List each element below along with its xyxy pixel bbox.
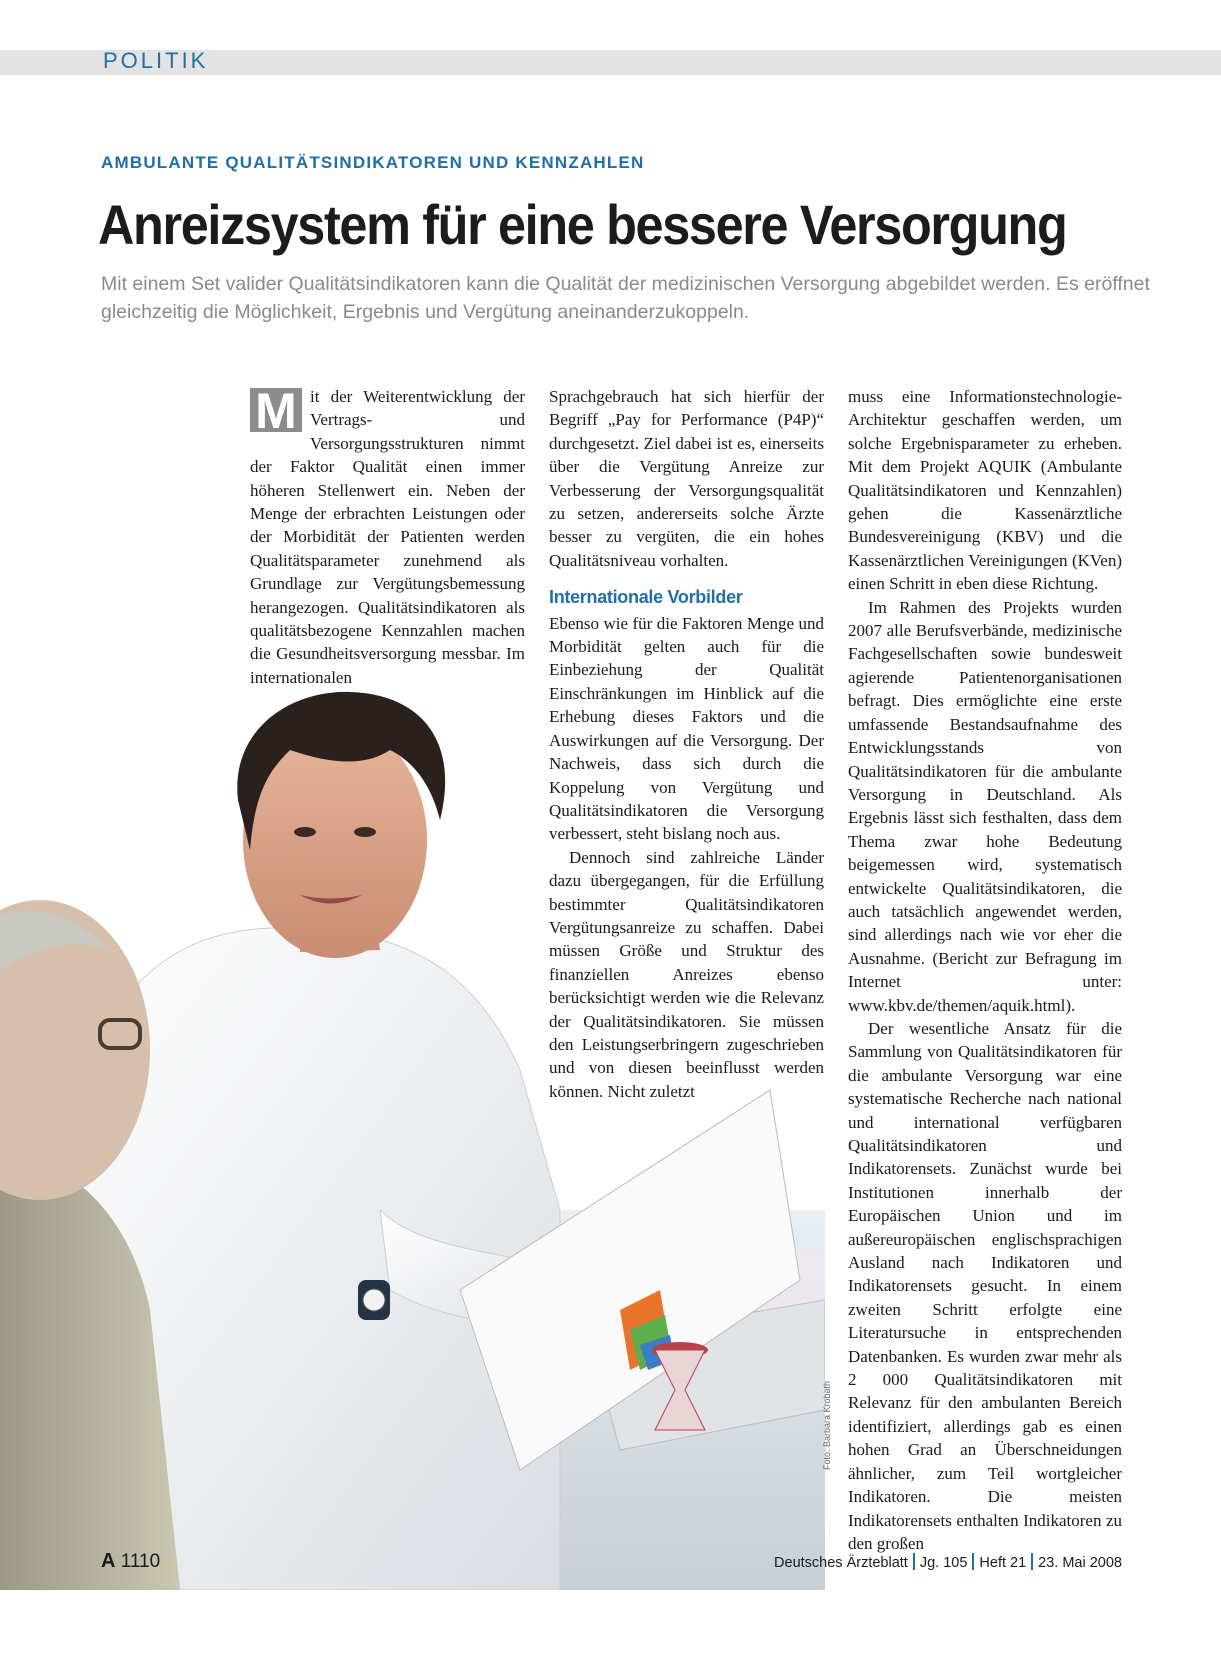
separator	[913, 1553, 915, 1570]
page-number	[101, 1550, 160, 1573]
photo-credit: Foto: Barbara Krobath	[822, 1380, 832, 1470]
page-prefix: A	[101, 1550, 116, 1572]
drop-cap: M	[250, 388, 302, 432]
footer-citation	[774, 1553, 1122, 1571]
article-headline: Anreizsystem für eine bessere Versorgung	[98, 193, 1067, 256]
journal-name: Deutsches Ärzteblatt	[774, 1555, 908, 1571]
article-lead: Mit einem Set valider Qualitätsindikatoren kann die Qualität der medizinischen Versorgung abgebildet werden. Es eröffnet gleichzeitig die Möglichkeit, Ergebnis und Vergütung aneinanderzukoppeln.	[101, 273, 1150, 323]
page-number-value: 1110	[120, 1551, 161, 1572]
volume: Jg. 105	[919, 1555, 968, 1571]
paragraph	[250, 385, 525, 689]
subheading: Internationale Vorbilder	[549, 587, 743, 608]
text-column-2	[549, 385, 824, 1103]
text-column-3	[848, 385, 1122, 1555]
paragraph: Der wesentliche Ansatz für die Sammlung von Qualitätsindikatoren für die ambulante Versorgung war eine systematische Recherche nach national und international verfügbaren Qualitätsindikatoren und Indikatorensets. Zunächst wurde bei Institutionen innerhalb der Europäischen Union und im außereuropäischen englischsprachigen Ausland nach Indikatoren und Indikatorensets gesucht. In einem zweiten Schritt erfolgte eine Literatursuche in entsprechenden Datenbanken. Es wurden zwar mehr als 2 000 Qualitätsindikatoren mit Relevanz für den ambulanten Bereich identifiziert, allerdings gab es einen hohen Grad an Überschneidungen ähnlicher, zum Teil wortgleicher Indikatoren. Die meisten Indikatorensets enthalten Indikatoren zu den großen	[848, 1018, 1122, 1553]
article-kicker: AMBULANTE QUALITÄTSINDIKATOREN UND KENNZAHLEN	[101, 153, 645, 172]
issue-date: 23. Mai 2008	[1038, 1555, 1122, 1571]
paragraph: Ebenso wie für die Faktoren Menge und Morbidität gelten auch für die Einbeziehung der Qualität Einschränkungen im Hinblick auf die Erhebung dieses Faktors und die Auswirkungen auf die Versorgung. Der Nachweis, dass sich durch die Koppelung von Vergütung und Qualitätsindikatoren die Versorgung verbessert, steht bislang noch aus.	[549, 613, 824, 844]
issue: Heft 21	[979, 1555, 1027, 1571]
separator	[972, 1553, 974, 1570]
paragraph: muss eine Informationstechnologie-Architektur geschaffen werden, um solche Ergebnisparameter zu erheben. Mit dem Projekt AQUIK (Ambulante Qualitätsindikatoren und Kennzahlen) gehen die Kassenärztliche Bundesvereinigung (KBV) und die Kassenärztlichen Vereinigungen (KVen) einen Schritt in eben diese Richtung.	[848, 387, 1122, 594]
separator	[1031, 1553, 1033, 1570]
paragraph: Im Rahmen des Projekts wurden 2007 alle Berufsverbände, medizinische Fachgesellschaften sowie bundesweit agierende Patientenorganisationen befragt. Dies ermöglichte eine erste umfassende Bestandsaufnahme des Entwicklungsstands von Qualitätsindikatoren für die ambulante Versorgung in Deutschland. Als Ergebnis lässt sich festhalten, dass dem Thema zwar hohe Bedeutung beigemessen wird, systematisch entwickelte Qualitätsindikatoren, die auch tatsächlich angewendet werden, sind allerdings nach wie vor eher die Ausnahme. (Bericht zur Befragung im Internet unter: www.kbv.de/themen/aquik.html).	[848, 597, 1122, 1015]
section-label: POLITIK	[103, 48, 209, 73]
paragraph-text: it der Weiterentwicklung der Vertrags- und Versorgungsstrukturen nimmt der Faktor Qualität einen immer höheren Stellenwert ein. Neben der Menge der erbrachten Leistungen oder der Morbidität der Patienten werden Qualitätsparameter zunehmend als Grundlage zur Vergütungsbemessung herangezogen. Qualitätsindikatoren als qualitätsbezogene Kennzahlen machen die Gesundheitsversorgung messbar. Im internationalen	[250, 387, 525, 687]
paragraph: Sprachgebrauch hat sich hierfür der Begriff „Pay for Performance (P4P)“ durchgesetzt. Ziel dabei ist es, einerseits über die Vergütung Anreize zur Verbesserung der Versorgungsqualität zu setzen, andererseits solche Ärzte besser zu vergüten, die ein hohes Qualitätsniveau vorhalten.	[549, 387, 824, 570]
paragraph: Dennoch sind zahlreiche Länder dazu übergegangen, für die Erfüllung bestimmter Qualitätsindikatoren Vergütungsanreize zu schaffen. Dabei müssen Größe und Struktur des finanziellen Anreizes ebenso berücksichtigt werden wie die Relevanz der Qualitätsindikatoren. Sie müssen den Leistungserbringern zugeschrieben und von diesen beeinflusst werden können. Nicht zuletzt	[549, 847, 824, 1101]
text-column-1	[250, 385, 525, 689]
